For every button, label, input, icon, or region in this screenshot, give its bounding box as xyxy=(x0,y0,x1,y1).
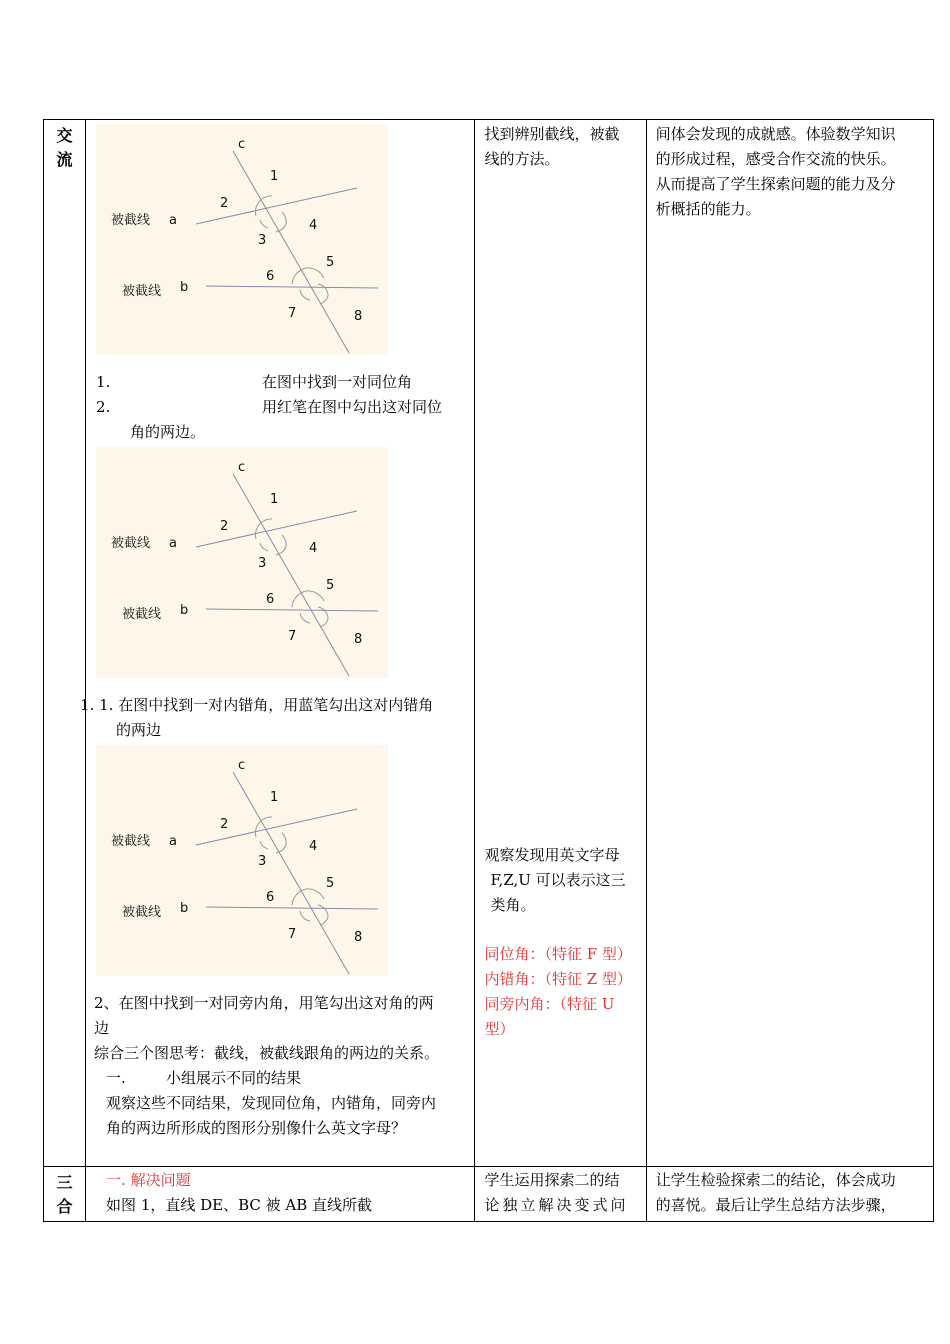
label-c: c xyxy=(238,137,246,152)
task-1-number: 1. xyxy=(96,373,111,391)
angle-arc xyxy=(300,911,310,921)
angle-number-label: 6 xyxy=(266,269,275,284)
section-label-apply xyxy=(44,1167,86,1222)
student-observe-text-2: F,Z,U 可以表示这三 xyxy=(490,871,626,889)
angle-number-label: 1 xyxy=(270,790,279,805)
apply-activity-cell xyxy=(86,1167,475,1222)
transversal-line-c xyxy=(233,772,349,974)
angle-number-label: 5 xyxy=(326,876,335,891)
angle-number-label: 2 xyxy=(220,519,229,534)
line-b-name: b xyxy=(180,280,189,295)
intent-text-2: 的形成过程，感受合作交流的快乐。 xyxy=(655,150,896,168)
angle-arc xyxy=(262,196,272,199)
intent-text-4: 析概括的能力。 xyxy=(655,200,761,218)
activity-cell xyxy=(80,120,475,1167)
angle-arc xyxy=(262,817,272,820)
angle-number-label: 5 xyxy=(326,578,335,593)
apply-student-text-2: 论独立解决变式问 xyxy=(484,1196,629,1214)
section-label-char: 合 xyxy=(56,1197,73,1216)
angle-number-label: 1 xyxy=(270,492,279,507)
angle-arc xyxy=(256,199,263,216)
line-a-name: a xyxy=(169,213,178,228)
design-intent-cell xyxy=(646,120,933,1167)
task-2-number: 2. xyxy=(96,398,111,416)
angle-number-label: 8 xyxy=(354,309,363,324)
apply-heading: 一. 解决问题 xyxy=(106,1171,191,1189)
intent-text: 间体会发现的成就感。体验数学知识 xyxy=(655,125,896,143)
apply-student-cell xyxy=(475,1167,646,1222)
transversal-line-c xyxy=(233,151,349,353)
student-text: 找到辨别截线，被截 xyxy=(484,125,620,143)
corresponding-angle-note: 同位角：（特征 F 型） xyxy=(484,945,632,963)
line-b-name: b xyxy=(180,901,189,916)
task-4-text-cont: 边 xyxy=(94,1019,110,1037)
task-2-text-cont: 角的两边。 xyxy=(130,423,206,441)
observe-text: 观察这些不同结果，发现同位角，内错角，同旁内 xyxy=(106,1094,437,1112)
label-c: c xyxy=(238,758,246,773)
summary-text: 综合三个图思考：截线，被截线跟角的两边的关系。 xyxy=(94,1044,440,1062)
angle-arc xyxy=(306,889,324,899)
group-number: 一. xyxy=(106,1069,126,1087)
section-label-char: 三 xyxy=(56,1173,73,1192)
section-label-char: 流 xyxy=(56,150,73,169)
line-b-caption: 被截线 xyxy=(122,607,162,622)
parallel-line-b xyxy=(206,907,378,909)
angle-arc xyxy=(306,591,324,601)
interior-angle-note: 同旁内角：（特征 U xyxy=(484,995,615,1013)
angle-arc xyxy=(260,220,268,228)
apply-intent-cell xyxy=(646,1167,933,1222)
line-b-name: b xyxy=(180,603,189,618)
angle-number-label: 5 xyxy=(326,255,335,270)
angle-arc xyxy=(262,519,272,522)
apply-intent-text: 让学生检验探索二的结论，体会成功 xyxy=(655,1171,896,1189)
angle-number-label: 8 xyxy=(354,930,363,945)
line-b-caption: 被截线 xyxy=(122,905,162,920)
apply-student-text: 学生运用探索二的结 xyxy=(484,1171,620,1189)
line-a-name: a xyxy=(169,536,178,551)
line-a-caption: 被截线 xyxy=(111,536,151,551)
student-observe-text: 观察发现用英文字母 xyxy=(484,846,620,864)
angle-number-label: 7 xyxy=(288,927,297,942)
transversal-figure-1 xyxy=(96,124,388,355)
line-a-name: a xyxy=(169,834,178,849)
angle-arc xyxy=(292,591,306,607)
task-1-text: 在图中找到一对同位角 xyxy=(262,373,413,391)
angle-number-label: 8 xyxy=(354,632,363,647)
intent-text-3: 从而提高了学生探索问题的能力及分 xyxy=(655,175,896,193)
line-a-caption: 被截线 xyxy=(111,834,151,849)
angle-number-label: 1 xyxy=(270,169,279,184)
angle-number-label: 6 xyxy=(266,592,275,607)
angle-arc xyxy=(300,613,310,623)
angle-arc xyxy=(256,820,263,837)
angle-arc xyxy=(300,290,310,300)
table-row-exchange xyxy=(44,120,934,1167)
angle-number-label: 3 xyxy=(258,854,267,869)
angle-arc xyxy=(256,522,263,539)
angle-arc xyxy=(260,841,268,849)
interior-angle-note-cont: 型） xyxy=(484,1020,515,1038)
angle-number-label: 4 xyxy=(309,218,318,233)
apply-problem: 如图 1，直线 DE、BC 被 AB 直线所截 xyxy=(106,1196,373,1214)
line-a-caption: 被截线 xyxy=(111,213,151,228)
angle-number-label: 4 xyxy=(309,839,318,854)
task-4-text: 2、在图中找到一对同旁内角，用笔勾出这对角的两 xyxy=(94,994,434,1012)
section-label-exchange xyxy=(44,120,86,1167)
student-observe-text-3: 类角。 xyxy=(490,896,536,914)
angle-number-label: 2 xyxy=(220,196,229,211)
apply-intent-text-2: 的喜悦。最后让学生总结方法步骤， xyxy=(655,1196,896,1214)
transversal-figure-3 xyxy=(96,745,388,976)
group-text: 小组展示不同的结果 xyxy=(166,1069,302,1087)
angle-number-label: 7 xyxy=(288,629,297,644)
task-2-text: 用红笔在图中勾出这对同位 xyxy=(262,398,443,416)
angle-number-label: 7 xyxy=(288,306,297,321)
transversal-figure-2 xyxy=(96,447,388,678)
task-3-text-cont: 的两边 xyxy=(116,721,162,739)
angle-number-label: 3 xyxy=(258,233,267,248)
line-b-caption: 被截线 xyxy=(122,284,162,299)
parallel-line-b xyxy=(206,609,378,611)
section-label-char: 交 xyxy=(56,126,73,145)
angle-arc xyxy=(292,268,306,284)
table-row-apply xyxy=(44,1167,934,1222)
angle-arc xyxy=(260,543,268,551)
angle-number-label: 6 xyxy=(266,890,275,905)
observe-text-cont: 角的两边所形成的图形分别像什么英文字母？ xyxy=(106,1119,407,1137)
lesson-plan-table xyxy=(43,119,934,1222)
student-activity-cell xyxy=(475,120,646,1167)
angle-arc xyxy=(306,268,324,278)
angle-number-label: 3 xyxy=(258,556,267,571)
angle-number-label: 4 xyxy=(309,541,318,556)
transversal-line-c xyxy=(233,474,349,676)
alternate-angle-note: 内错角：（特征 Z 型） xyxy=(484,970,632,988)
label-c: c xyxy=(238,460,246,475)
student-text-cont: 线的方法。 xyxy=(484,150,560,168)
angle-number-label: 2 xyxy=(220,817,229,832)
angle-arc xyxy=(292,889,306,905)
task-3-text: 1. 1. 在图中找到一对内错角，用蓝笔勾出这对内错角 xyxy=(80,696,434,714)
parallel-line-b xyxy=(206,286,378,288)
